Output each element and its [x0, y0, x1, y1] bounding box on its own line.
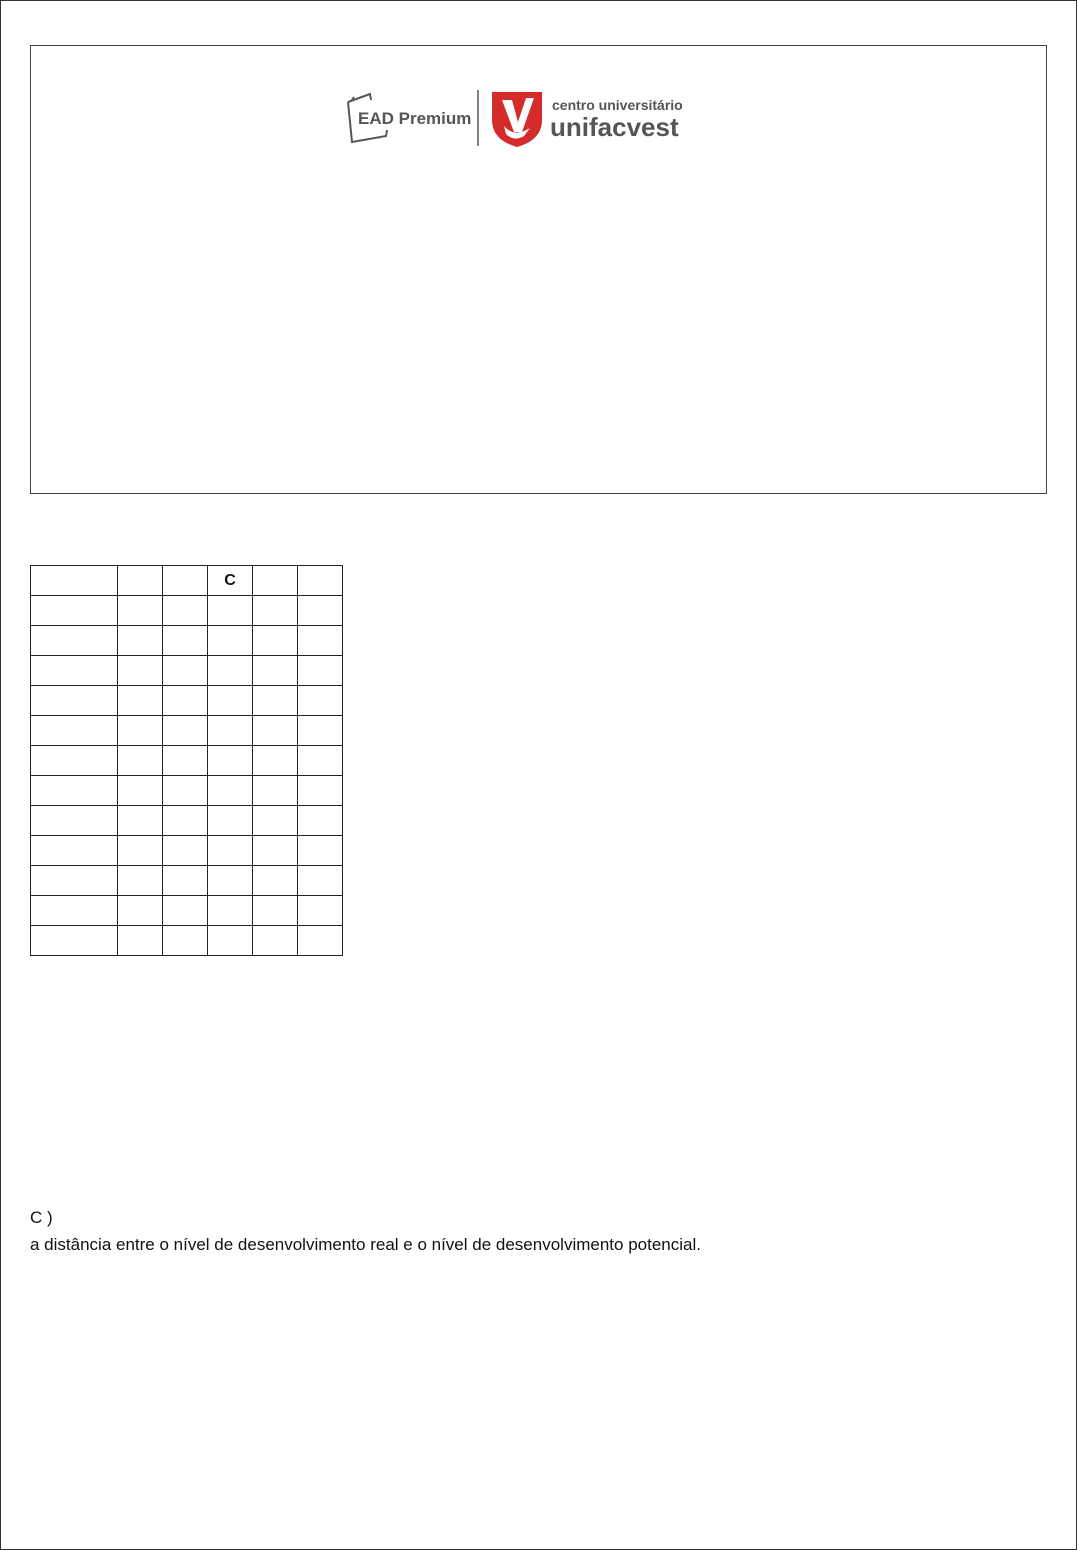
grid-option-cell [253, 926, 298, 956]
grid-option-cell [298, 716, 343, 746]
grid-question-cell [31, 896, 118, 926]
grid-option-cell [208, 866, 253, 896]
grid-option-cell [118, 746, 163, 776]
grid-row [31, 716, 343, 746]
grid-option-cell [118, 686, 163, 716]
grid-row [31, 836, 343, 866]
grid-question-cell [31, 566, 118, 596]
grid-option-cell [298, 626, 343, 656]
grid-question-cell [31, 776, 118, 806]
grid-option-cell [208, 596, 253, 626]
grid-option-cell [253, 626, 298, 656]
grid-option-cell [298, 746, 343, 776]
grid-option-cell [163, 776, 208, 806]
grid-option-cell [118, 836, 163, 866]
grid-option-cell [208, 806, 253, 836]
grid-question-cell [31, 716, 118, 746]
grid-row [31, 866, 343, 896]
grid-option-cell: C [208, 566, 253, 596]
grid-row [31, 596, 343, 626]
answer-letter: C ) [30, 1208, 53, 1227]
grid-row [31, 686, 343, 716]
grid-option-cell [298, 686, 343, 716]
grid-option-cell [253, 566, 298, 596]
grid-option-cell [163, 866, 208, 896]
grid-question-cell [31, 686, 118, 716]
grid-option-cell [298, 596, 343, 626]
grid-option-cell [253, 746, 298, 776]
grid-option-cell [118, 716, 163, 746]
grid-option-cell [118, 596, 163, 626]
grid-option-cell [253, 776, 298, 806]
grid-option-cell [298, 566, 343, 596]
grid-option-cell [163, 686, 208, 716]
grid-option-cell [253, 716, 298, 746]
grid-question-cell [31, 926, 118, 956]
grid-option-cell [208, 686, 253, 716]
grid-option-cell [163, 566, 208, 596]
logo [344, 86, 694, 148]
grid-question-cell [31, 656, 118, 686]
grid-option-cell [208, 776, 253, 806]
grid-row [31, 626, 343, 656]
grid-option-cell [163, 626, 208, 656]
grid-option-cell [163, 836, 208, 866]
grid-option-cell [298, 806, 343, 836]
grid-option-cell [253, 596, 298, 626]
grid-option-cell [208, 716, 253, 746]
grid-row [31, 896, 343, 926]
grid-option-cell [208, 626, 253, 656]
grid-question-cell [31, 836, 118, 866]
grid-option-cell [118, 776, 163, 806]
logo-brand-text: unifacvest [550, 112, 679, 142]
grid-option-cell [298, 866, 343, 896]
grid-option-cell [253, 896, 298, 926]
grid-option-cell [118, 626, 163, 656]
grid-option-cell [208, 926, 253, 956]
grid-option-cell [208, 656, 253, 686]
grid-option-cell [163, 656, 208, 686]
grid-option-cell [163, 746, 208, 776]
grid-option-cell [298, 926, 343, 956]
grid-option-cell [118, 656, 163, 686]
logo-ead-text: EAD Premium [358, 109, 472, 128]
grid-option-cell [253, 836, 298, 866]
grid-option-cell [118, 806, 163, 836]
grid-option-cell [118, 866, 163, 896]
grid-option-cell [298, 896, 343, 926]
grid-question-cell [31, 866, 118, 896]
grid-option-cell [298, 776, 343, 806]
grid-question-cell [31, 596, 118, 626]
grid-question-cell [31, 806, 118, 836]
grid-row [31, 806, 343, 836]
grid-option-cell [253, 656, 298, 686]
logo-graphic [344, 86, 694, 148]
grid-option-cell [163, 716, 208, 746]
grid-question-cell [31, 746, 118, 776]
grid-row [31, 566, 343, 596]
grid-option-cell [208, 746, 253, 776]
grid-option-cell [163, 926, 208, 956]
grid-option-cell [253, 686, 298, 716]
grid-option-cell [163, 806, 208, 836]
grid-option-cell [118, 896, 163, 926]
answer-grid [30, 565, 343, 956]
grid-option-cell [208, 836, 253, 866]
grid-row [31, 776, 343, 806]
grid-option-cell [253, 866, 298, 896]
grid-row [31, 656, 343, 686]
grid-option-cell [253, 806, 298, 836]
grid-option-cell [298, 836, 343, 866]
grid-option-cell [163, 896, 208, 926]
grid-option-cell [118, 566, 163, 596]
grid-row [31, 926, 343, 956]
logo-subtitle-text: centro universitário [552, 97, 683, 113]
grid-row [31, 746, 343, 776]
grid-option-cell [208, 896, 253, 926]
shield-icon [492, 92, 542, 147]
grid-question-cell [31, 626, 118, 656]
grid-option-cell [298, 656, 343, 686]
grid-option-cell [163, 596, 208, 626]
answer-text: a distância entre o nível de desenvolvimento real e o nível de desenvolvimento potencial. [30, 1235, 701, 1254]
grid-option-cell [118, 926, 163, 956]
header-box [30, 45, 1047, 494]
